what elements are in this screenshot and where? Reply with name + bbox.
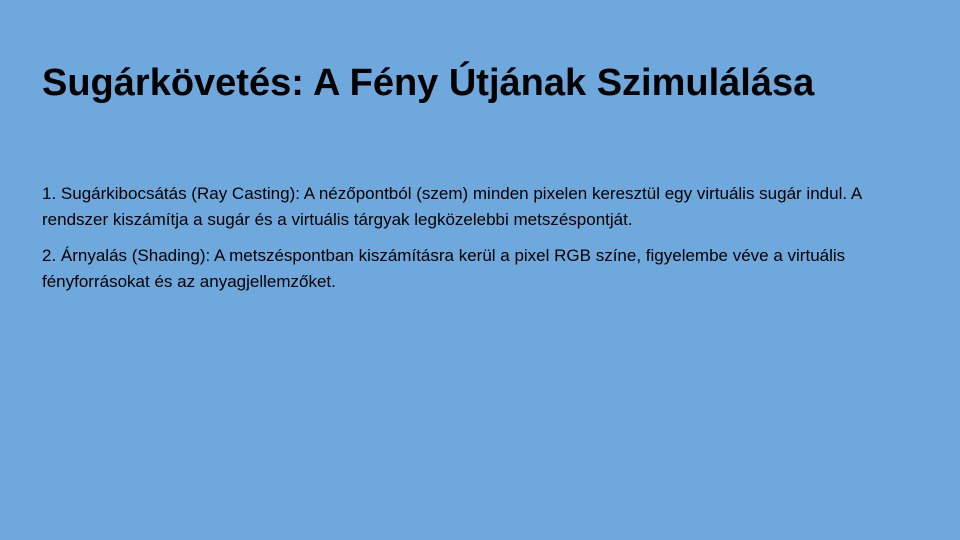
slide-body: [42, 181, 922, 305]
slide-title: Sugárkövetés: A Fény Útjának Szimulálása: [42, 62, 815, 104]
paragraph-ray-casting: 1. Sugárkibocsátás (Ray Casting): A nézőpontból (szem) minden pixelen keresztül egy virtuális sugár indul. A rendszer kiszámítja a sugár és a virtuális tárgyak legközelebbi metszéspontját.: [42, 184, 862, 229]
paragraph-shading: 2. Árnyalás (Shading): A metszéspontban kiszámításra kerül a pixel RGB színe, figyelembe véve a virtuális fényforrásokat és az anyagjellemzőket.: [42, 246, 846, 291]
